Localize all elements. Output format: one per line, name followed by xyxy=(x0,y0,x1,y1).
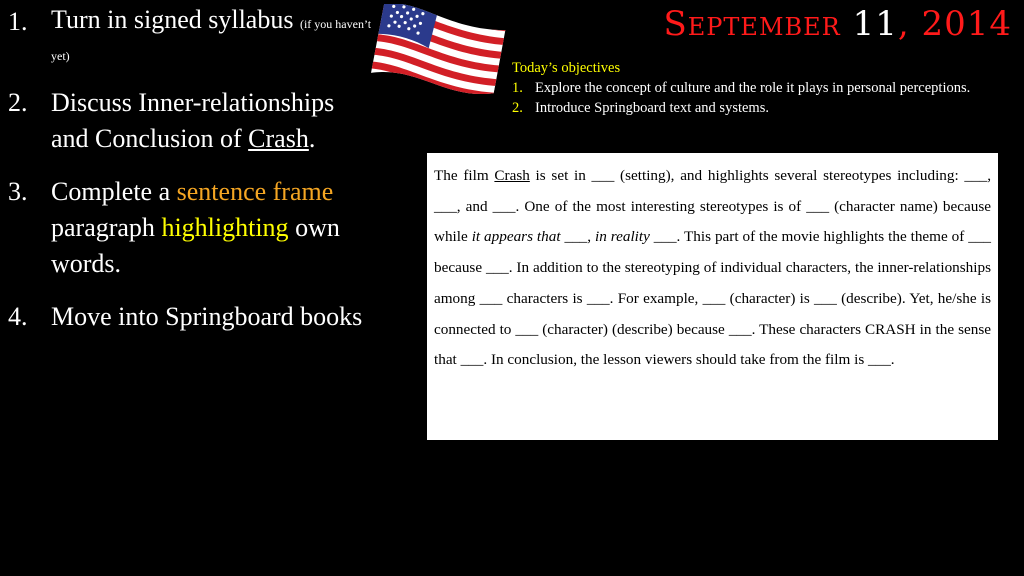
american-flag-icon xyxy=(362,4,510,100)
objective-number: 2. xyxy=(512,100,523,116)
date-year: , 2014 xyxy=(897,4,1012,44)
objective-text: Explore the concept of culture and the role it plays in personal perceptions. xyxy=(535,80,971,96)
highlight-orange-text: sentence frame xyxy=(176,177,334,206)
frame-text: ___, xyxy=(560,228,596,246)
agenda-list xyxy=(8,4,378,352)
agenda-item-text: paragraph xyxy=(51,213,162,242)
film-title: Crash xyxy=(248,124,309,153)
objectives-panel xyxy=(512,58,992,118)
date-heading xyxy=(663,4,1012,44)
agenda-item-number: 2. xyxy=(8,88,28,117)
agenda-item-note: (if you haven’t yet) xyxy=(51,17,372,63)
objective-item xyxy=(512,98,992,118)
agenda-item-text: Discuss Inner-relationships and Conclusion of xyxy=(51,88,335,153)
agenda-item-text: Move into Springboard books xyxy=(51,302,363,331)
agenda-item xyxy=(8,174,378,282)
agenda-item-text: . xyxy=(308,124,316,153)
agenda-item-number: 1. xyxy=(8,7,28,36)
sentence-frame-box xyxy=(427,153,998,440)
date-day: 11 xyxy=(852,4,898,44)
agenda-item-text: Turn in signed syllabus xyxy=(51,5,294,34)
objectives-heading: Today’s objectives xyxy=(512,60,621,76)
frame-italic-text: in reality xyxy=(595,228,650,246)
frame-text: is set in ___ (setting), and highlights several stereotypes including: ___, ___, and ___. One of the most interesting stereotypes is of ___ (character name) because while xyxy=(434,167,992,246)
highlight-yellow-text: highlighting xyxy=(161,213,289,242)
frame-text: The film xyxy=(434,167,495,184)
date-month: September xyxy=(663,4,853,44)
objective-number: 1. xyxy=(512,80,523,96)
objective-item xyxy=(512,78,992,98)
agenda-item-number: 4. xyxy=(8,302,28,331)
agenda-item-number: 3. xyxy=(8,177,28,206)
agenda-item-text: own words. xyxy=(51,213,340,278)
agenda-item xyxy=(8,85,378,157)
frame-italic-text: it appears that xyxy=(471,228,561,246)
frame-film-title: Crash xyxy=(494,167,530,184)
frame-text: ___. This part of the movie highlights the theme of ___ because ___. In addition to the stereotyping of individual characters, the inner-relationships among ___ characters is ___. For example, ___ (character) is ___ (describe). Yet, he/she is connected to ___ (character) (describe) because ___. These characters CRASH in the sense that ___. In conclusion, the lesson viewers should take from the film is ___. xyxy=(434,228,992,369)
agenda-item xyxy=(8,4,378,68)
objective-text: Introduce Springboard text and systems. xyxy=(535,100,769,116)
agenda-item xyxy=(8,299,378,335)
agenda-item-text: Complete a xyxy=(51,177,177,206)
